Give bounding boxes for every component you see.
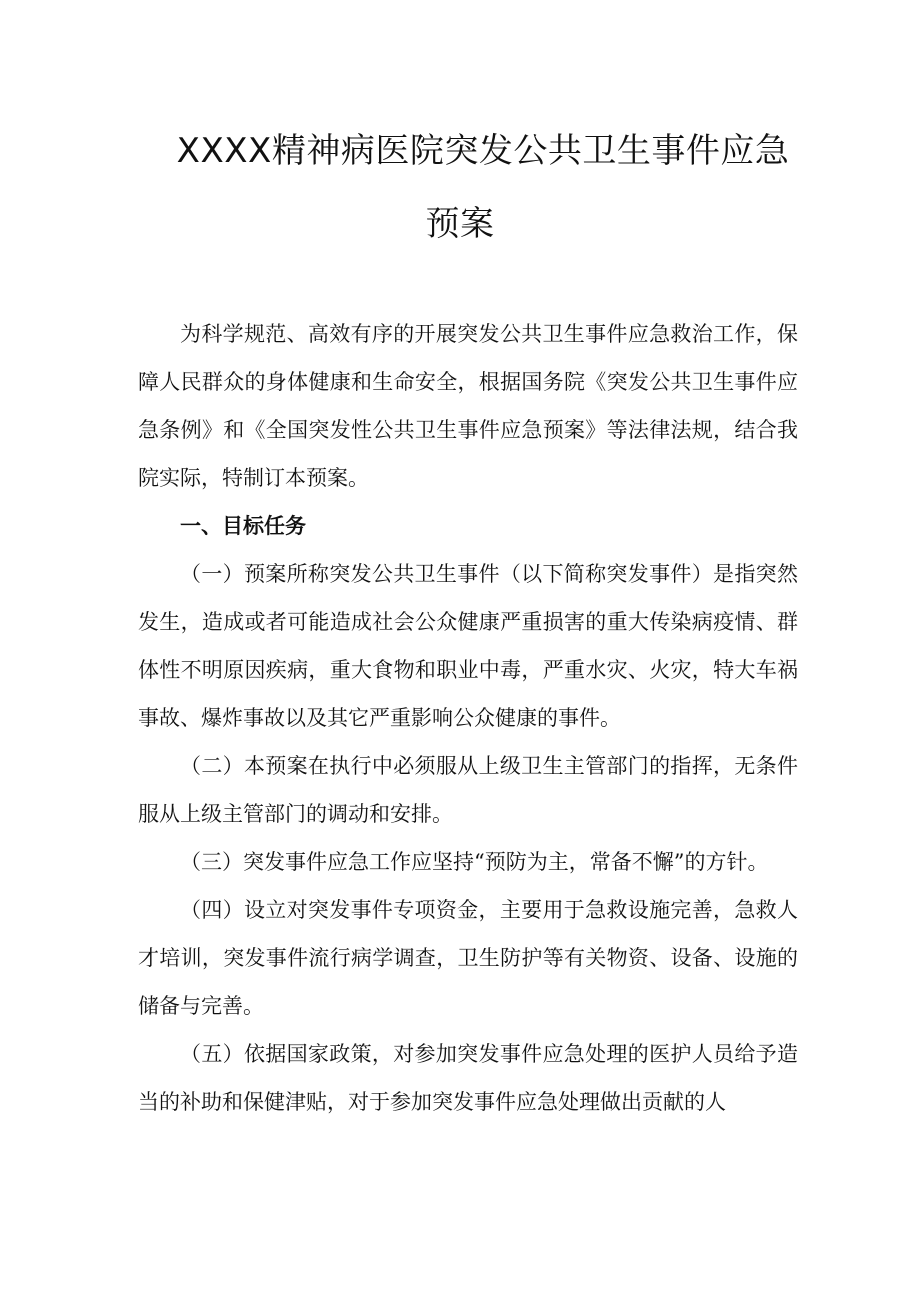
item-paragraph-1: （一）预案所称突发公共卫生事件（以下简称突发事件）是指突然发生，造成或者可能造成社会公众健康严重损害的重大传染病疫情、群体性不明原因疾病，重大食物和职业中毒，严重水灾、火灾，特大车祸事故、爆炸事故以及其它严重影响公众健康的事件。 — [138, 562, 798, 730]
document-title-line-1: XXXX精神病医院突发公共卫生事件应急 — [176, 131, 790, 171]
item-paragraph-5: （五）依据国家政策，对参加突发事件应急处理的医护人员给予造当的补助和保健津贴，对于参加突发事件应急处理做出贡献的人 — [138, 1042, 798, 1114]
section-heading-goals: 一、目标任务 — [180, 513, 306, 538]
document-body — [138, 310, 798, 1126]
item-paragraph-2: （二）本预案在执行中必须服从上级卫生主管部门的指挥，无条件服从上级主管部门的调动和安排。 — [138, 754, 798, 826]
item-paragraph-4: （四）设立对突发事件专项资金，主要用于急救设施完善，急救人才培训，突发事件流行病学调查，卫生防护等有关物资、设备、设施的储备与完善。 — [138, 898, 798, 1018]
intro-paragraph: 为科学规范、高效有序的开展突发公共卫生事件应急救治工作，保障人民群众的身体健康和生命安全，根据国务院《突发公共卫生事件应急条例》和《全国突发性公共卫生事件应急预案》等法律法规，结合我院实际，特制订本预案。 — [138, 322, 798, 490]
document-title-line-2: 预案 — [425, 204, 495, 244]
item-paragraph-3: （三）突发事件应急工作应坚持“预防为主，常备不懈”的方针。 — [180, 850, 769, 874]
